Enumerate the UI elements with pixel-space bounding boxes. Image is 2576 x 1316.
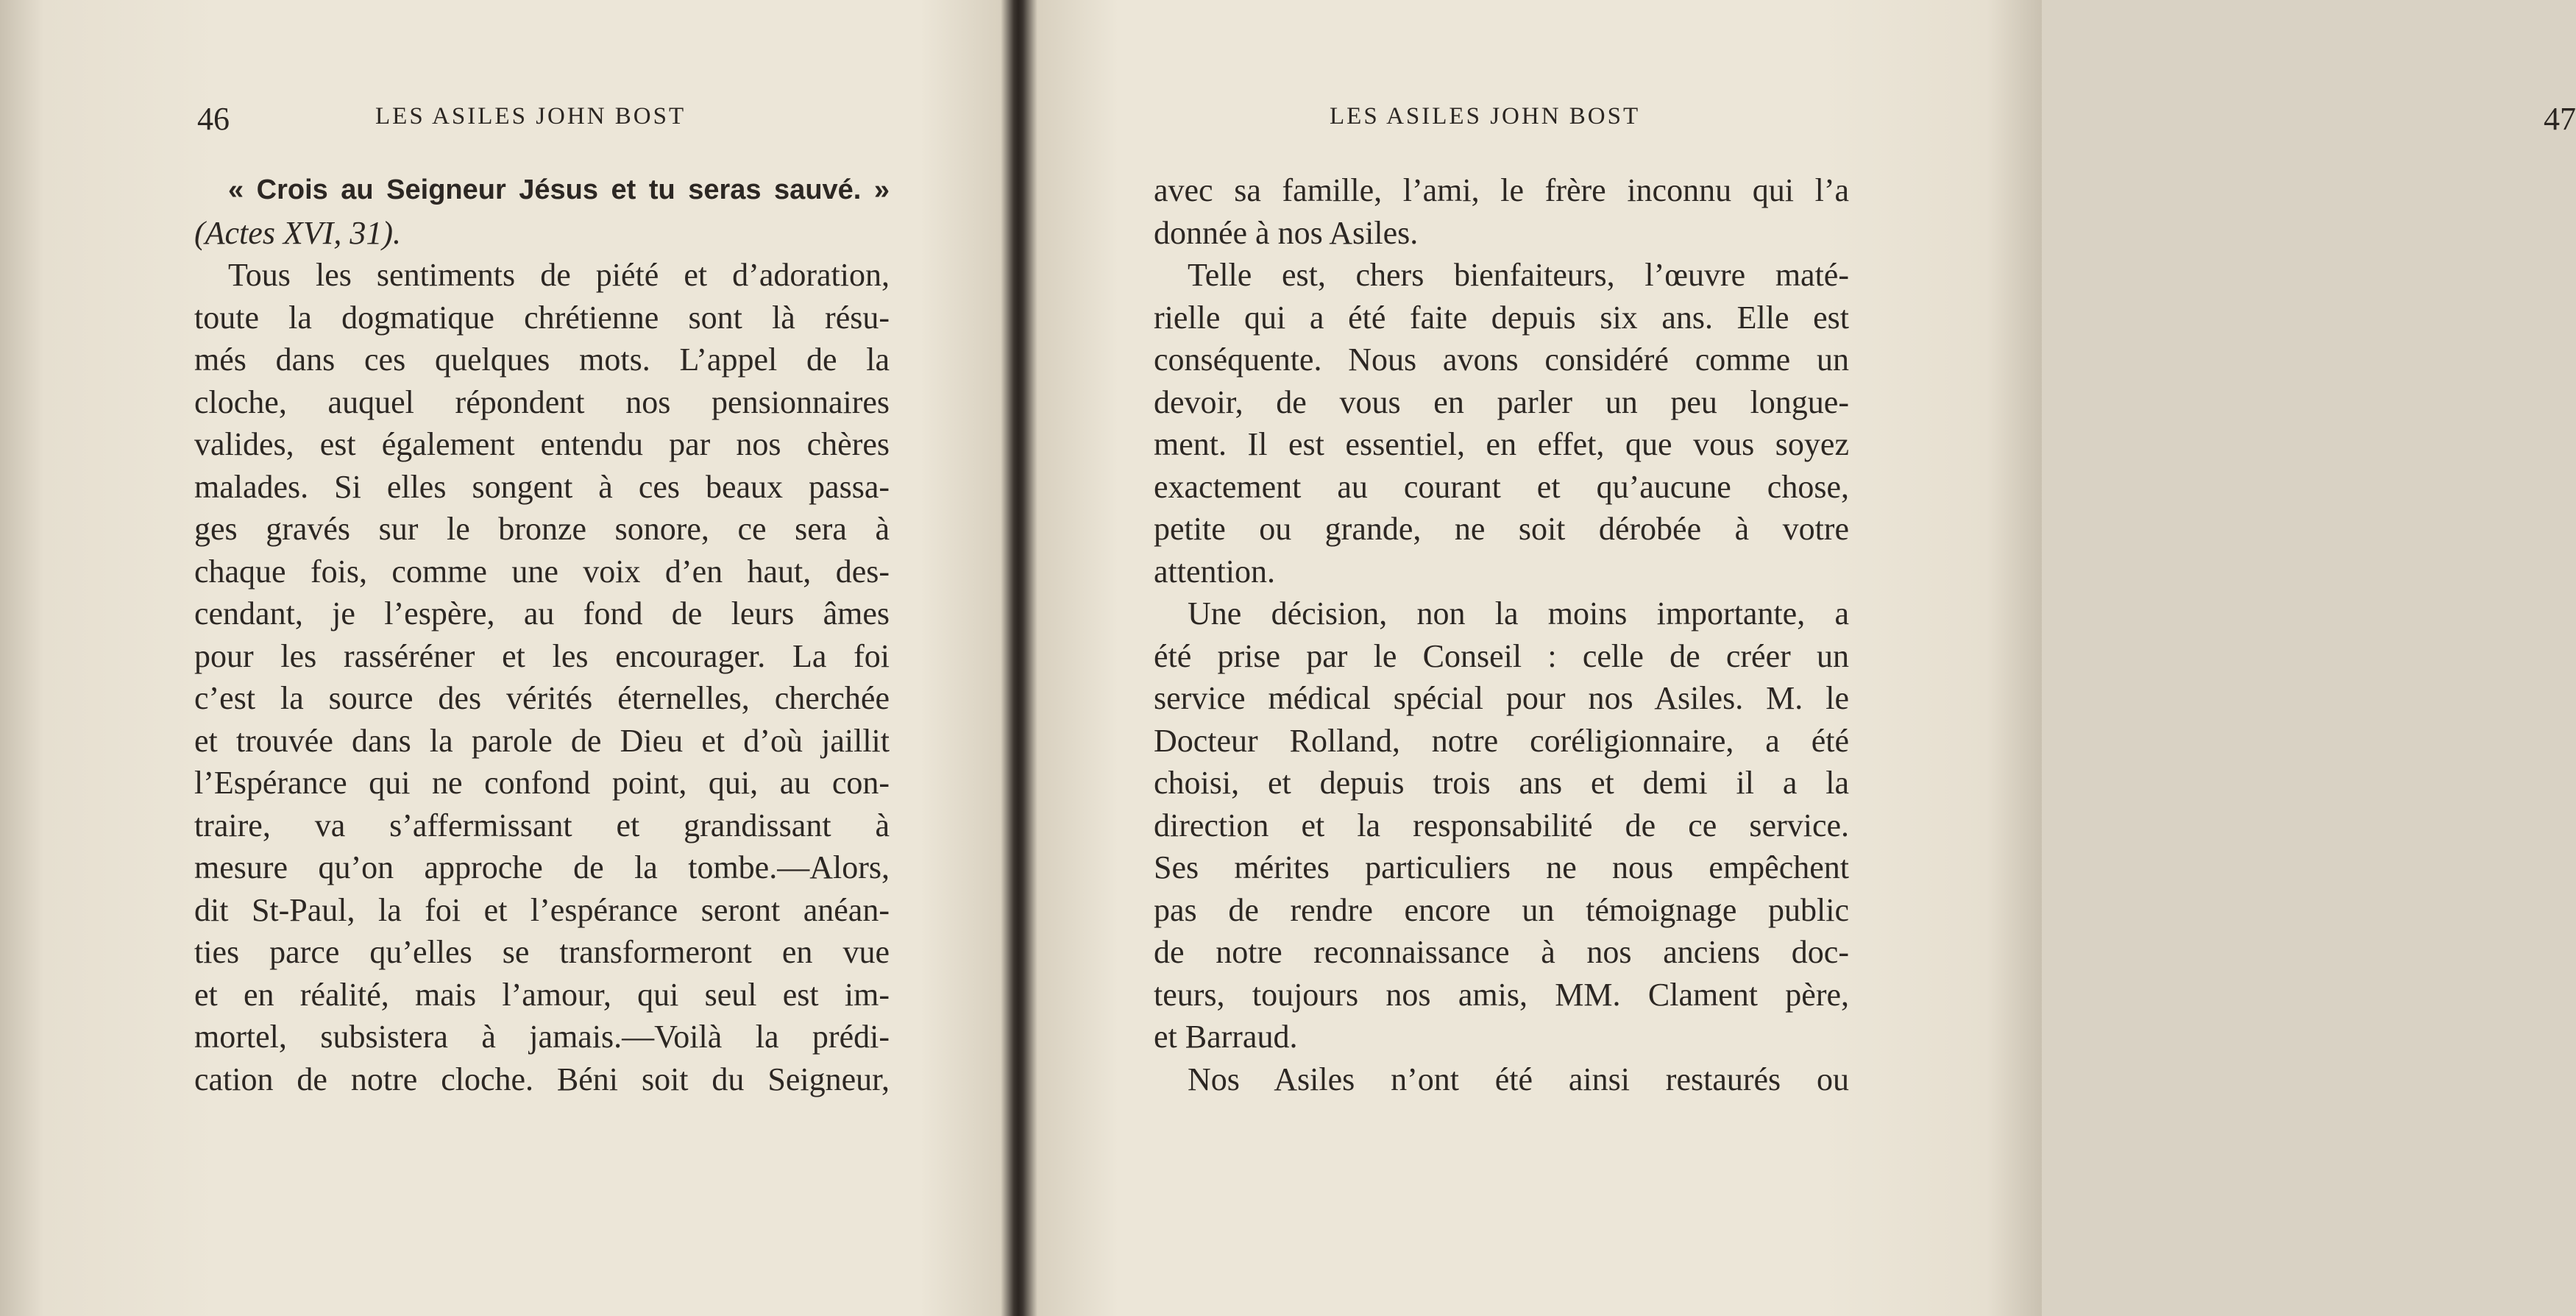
text-line: ties parce qu’elles se transformeront en vue — [194, 934, 890, 970]
text-line: Ses mérites particuliers ne nous empêchent — [1154, 849, 1849, 885]
text-line: Docteur Rolland, notre coréligionnaire, a été — [1154, 722, 1849, 759]
text-line: donnée à nos Asiles. — [1154, 214, 1419, 251]
text-line: mortel, subsistera à jamais.—Voilà la prédi- — [194, 1019, 890, 1055]
text-line: choisi, et depuis trois ans et demi il a la — [1154, 765, 1849, 801]
text-line: Nos Asiles n’ont été ainsi restaurés ou — [1188, 1061, 1849, 1097]
text-line: Une décision, non la moins importante, a — [1188, 595, 1849, 632]
page-number: 46 — [197, 101, 230, 137]
text-line: été prise par le Conseil : celle de créer un — [1154, 637, 1849, 674]
text-line: cloche, auquel répondent nos pensionnaires — [194, 383, 890, 420]
text-line: c’est la source des vérités éternelles, cherchée — [194, 680, 890, 716]
text-line: direction et la responsabilité de ce service. — [1154, 807, 1849, 843]
running-head: LES ASILES JOHN BOST — [1330, 103, 1641, 130]
text-line: pas de rendre encore un témoignage public — [1154, 891, 1849, 928]
text-line: de notre reconnaissance à nos anciens doc- — [1154, 934, 1849, 970]
text-line: cendant, je l’espère, au fond de leurs âmes — [194, 595, 890, 632]
text-line: exactement au courant et qu’aucune chose, — [1154, 468, 1849, 505]
text-line: avec sa famille, l’ami, le frère inconnu qui l’a — [1154, 172, 1849, 208]
text-line: cation de notre cloche. Béni soit du Seigneur, — [194, 1061, 890, 1097]
text-line: traire, va s’affermissant et grandissant à — [194, 807, 890, 843]
text-line: teurs, toujours nos amis, MM. Clament père, — [1154, 976, 1849, 1013]
text-line: més dans ces quelques mots. L’appel de la — [194, 342, 890, 378]
page-body — [1154, 169, 1849, 1100]
text-line: dit St-Paul, la foi et l’espérance seront anéan- — [194, 891, 890, 928]
text-line: rielle qui a été faite depuis six ans. Elle est — [1154, 299, 1849, 336]
running-head: LES ASILES JOHN BOST — [375, 103, 686, 130]
text-line: attention. — [1154, 553, 1275, 590]
text-line: « Crois au Seigneur Jésus et tu seras sauvé. » — [228, 174, 890, 205]
text-line: malades. Si elles songent à ces beaux passa- — [194, 468, 890, 505]
text-line: et en réalité, mais l’amour, qui seul est im- — [194, 976, 890, 1013]
text-line: l’Espérance qui ne confond point, qui, au con- — [194, 765, 890, 801]
page-body — [194, 169, 890, 1100]
text-line: Tous les sentiments de piété et d’adoration, — [228, 257, 890, 293]
text-line: devoir, de vous en parler un peu longue- — [1154, 383, 1849, 420]
text-line: petite ou grande, ne soit dérobée à votre — [1154, 511, 1849, 547]
left-page — [0, 0, 1015, 1316]
text-line: (Actes XVI, 31). — [194, 214, 401, 251]
text-line: service médical spécial pour nos Asiles. M. le — [1154, 680, 1849, 716]
text-line: conséquente. Nous avons considéré comme un — [1154, 342, 1849, 378]
text-line: toute la dogmatique chrétienne sont là résu- — [194, 299, 890, 336]
text-line: ment. Il est essentiel, en effet, que vous soyez — [1154, 426, 1849, 462]
right-page — [1026, 0, 2576, 1316]
page-number: 47 — [2544, 101, 2576, 137]
text-line: Telle est, chers bienfaiteurs, l’œuvre maté- — [1188, 257, 1849, 293]
text-line: mesure qu’on approche de la tombe.—Alors, — [194, 849, 890, 885]
text-line: ges gravés sur le bronze sonore, ce sera à — [194, 511, 890, 547]
text-line: valides, est également entendu par nos chères — [194, 426, 890, 462]
text-line: pour les rasséréner et les encourager. La foi — [194, 637, 890, 674]
text-line: et Barraud. — [1154, 1019, 1298, 1055]
text-line: et trouvée dans la parole de Dieu et d’où jaillit — [194, 722, 890, 759]
text-line: chaque fois, comme une voix d’en haut, des- — [194, 553, 890, 590]
